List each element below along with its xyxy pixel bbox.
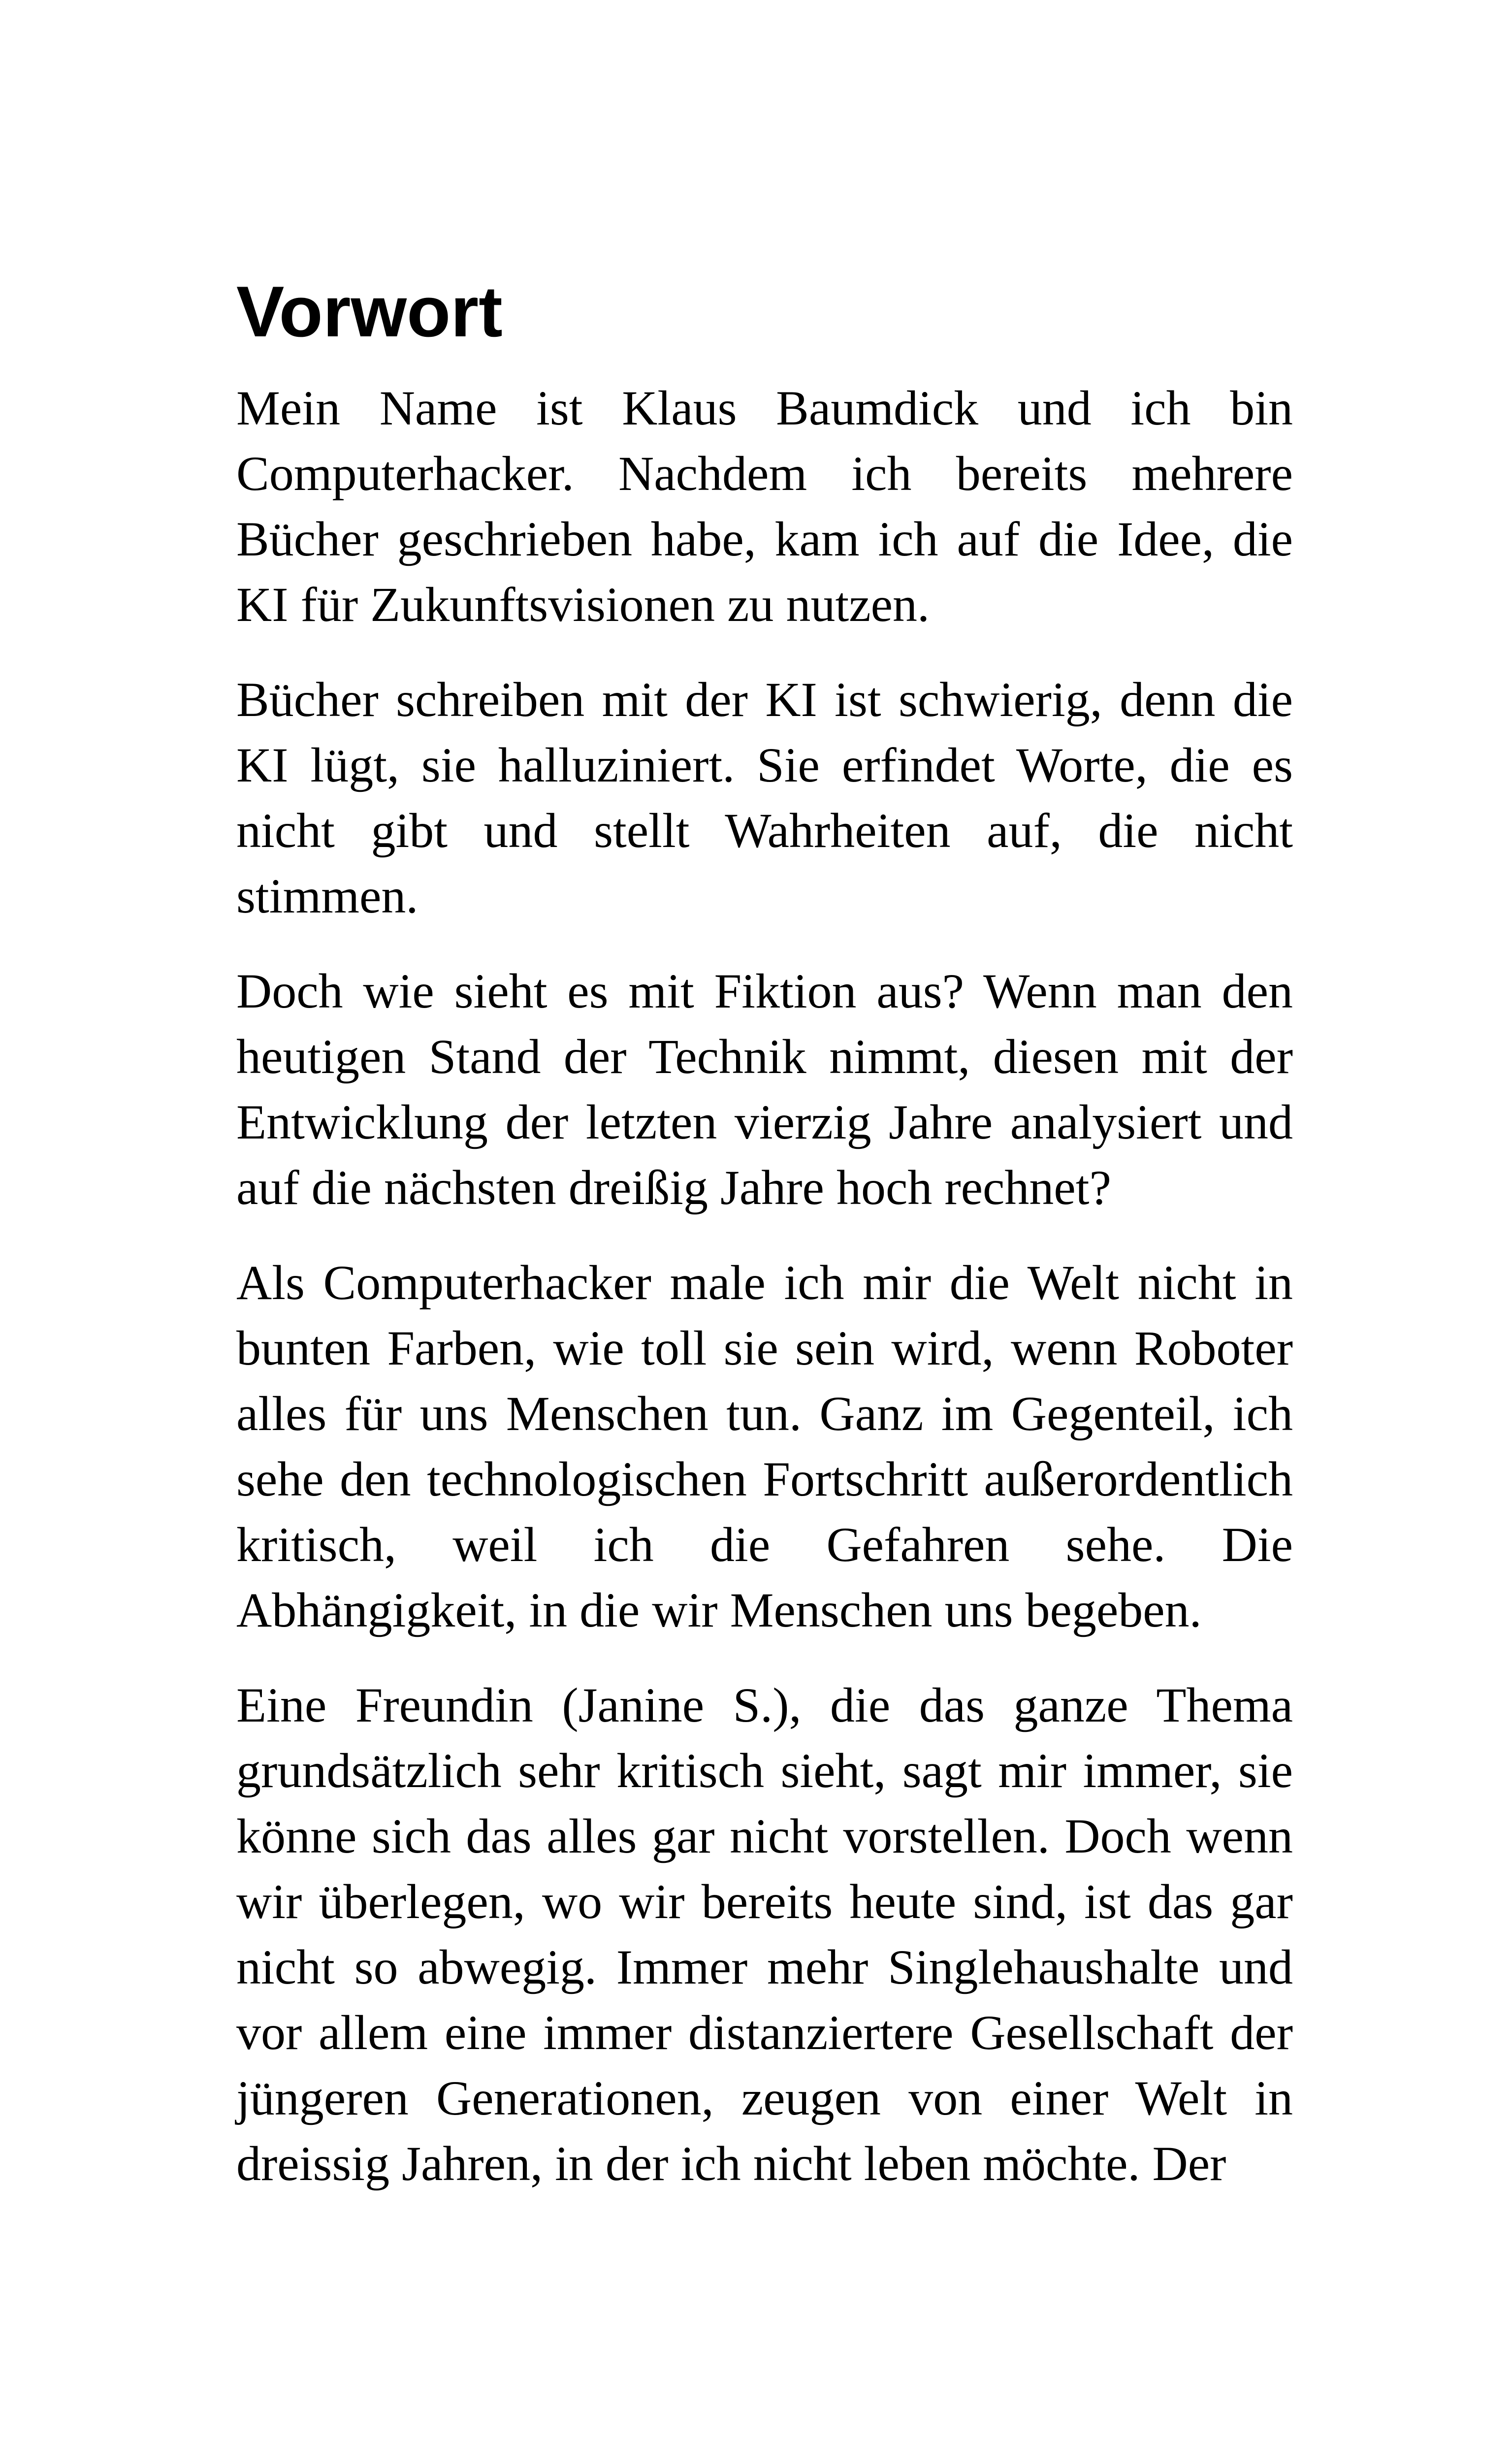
page-content xyxy=(236,271,1293,2226)
paragraph-4: Als Computerhacker male ich mir die Welt nicht in bunten Farben, wie toll sie sein wird, wenn Roboter alles für uns Menschen tun. Ganz im Gegenteil, ich sehe den technologischen Fortschritt außerordentlich kritisch, weil ich die Gefahren sehe. Die Abhängigkeit, in die wir Menschen uns begeben. xyxy=(236,1255,1293,1637)
paragraph-1: Mein Name ist Klaus Baumdick und ich bin Computerhacker. Nachdem ich bereits mehrere Bücher geschrieben habe, kam ich auf die Idee, die KI für Zukunftsvisionen zu nutzen. xyxy=(236,381,1293,632)
paragraph-3: Doch wie sieht es mit Fiktion aus? Wenn man den heutigen Stand der Technik nimmt, diesen mit der Entwicklung der letzten vierzig Jahre analysiert und auf die nächsten dreißig Jahre hoch rechnet? xyxy=(236,964,1293,1215)
chapter-heading: Vorwort xyxy=(236,271,503,352)
paragraph-5: Eine Freundin (Janine S.), die das ganze Thema grundsätzlich sehr kritisch sieht, sagt mir immer, sie könne sich das alles gar nicht vorstellen. Doch wenn wir überlegen, wo wir bereits heute sind, ist das gar nicht so abwegig. Immer mehr Singlehaushalte und vor allem eine immer distanziertere Gesellschaft der jüngeren Generationen, zeugen von einer Welt in dreissig Jahren, in der ich nicht leben möchte. Der xyxy=(236,1678,1293,2191)
paragraph-2: Bücher schreiben mit der KI ist schwierig, denn die KI lügt, sie halluziniert. Sie erfindet Worte, die es nicht gibt und stellt Wahrheiten auf, die nicht stimmen. xyxy=(236,672,1293,923)
